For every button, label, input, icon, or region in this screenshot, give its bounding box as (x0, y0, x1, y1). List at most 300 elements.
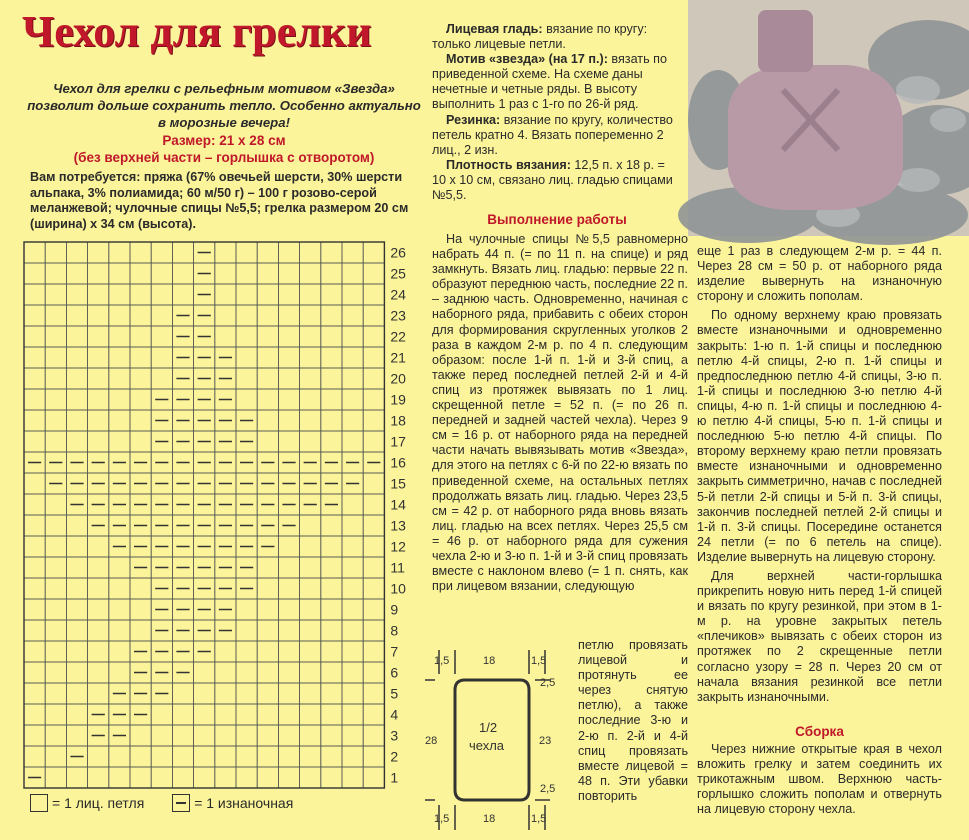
chart-cell (300, 599, 321, 620)
chart-cell (24, 368, 45, 389)
materials-label: Вам потребуется: (30, 170, 141, 184)
chart-cell (151, 305, 172, 326)
schema-top-right: 1,5 (531, 655, 547, 667)
chart-cell (215, 326, 236, 347)
chart-cell (321, 557, 342, 578)
chart-cell (257, 578, 278, 599)
chart-cell (257, 242, 278, 263)
chart-cell (24, 746, 45, 767)
chart-cell (342, 305, 363, 326)
chart-cell (215, 641, 236, 662)
chart-cell (45, 389, 66, 410)
section-heading-assembly: Сборка (795, 724, 844, 739)
chart-cell (363, 515, 384, 536)
chart-cell (66, 347, 87, 368)
chart-cell (321, 410, 342, 431)
chart-cell (215, 683, 236, 704)
chart-cell (321, 242, 342, 263)
chart-cell (109, 410, 130, 431)
chart-cell (24, 641, 45, 662)
chart-cell (88, 410, 109, 431)
chart-cell (300, 410, 321, 431)
chart-cell (300, 389, 321, 410)
chart-cell (363, 410, 384, 431)
row-label: 12 (390, 538, 406, 555)
chart-cell (88, 641, 109, 662)
chart-cell (363, 305, 384, 326)
chart-cell (66, 263, 87, 284)
chart-cell (278, 347, 299, 368)
chart-cell (88, 242, 109, 263)
chart-cell (321, 347, 342, 368)
purl-stitch-icon (172, 794, 190, 812)
chart-cell (45, 704, 66, 725)
chart-cell (236, 746, 257, 767)
row-label: 5 (390, 685, 399, 702)
chart-cell (300, 368, 321, 389)
chart-cell (300, 326, 321, 347)
chart-cell (45, 578, 66, 599)
chart-cell (151, 284, 172, 305)
chart-cell (215, 767, 236, 788)
chart-cell (342, 242, 363, 263)
chart-cell (130, 389, 151, 410)
chart-legend (30, 794, 390, 818)
work-paragraph: Для верхней части-горлышка прикрепить новую нить перед 1-й спицей и вязать по кругу резинкой, при этом в 1-м р. на уровне закрытых петель «плечиков» вывязать с обеих сторон из протяжек по 2 скрещенные петли согласно узору = 28 п. Через 20 см от начала вязания резинкой все петли закрыть изнаночными. (697, 568, 942, 704)
chart-cell (257, 767, 278, 788)
row-label: 21 (390, 349, 406, 366)
chart-cell (24, 515, 45, 536)
chart-cell (236, 284, 257, 305)
chart-cell (236, 662, 257, 683)
chart-cell (278, 746, 299, 767)
work-text-continued (578, 638, 688, 804)
chart-cell (88, 431, 109, 452)
chart-cell (342, 515, 363, 536)
chart-cell (363, 431, 384, 452)
row-label: 23 (390, 307, 406, 324)
chart-cell (236, 242, 257, 263)
chart-cell (342, 557, 363, 578)
chart-cell (321, 641, 342, 662)
work-paragraph: петлю провязать лицевой и протянуть ее через снятую петлю), а также последние 3-ю и 2-ю п. 2-й и 4-й спиц провязать вместе лицевой = 48 п. Эти убавки повторить (578, 638, 688, 803)
row-label: 20 (390, 370, 406, 387)
intro-text: Чехол для грелки с рельефным мотивом «Звезда» позволит дольше сохранить тепло. Особенно актуально в морозные вечера! (27, 81, 421, 130)
chart-cell (236, 683, 257, 704)
chart-cell (300, 284, 321, 305)
chart-cell (363, 683, 384, 704)
chart-cell (151, 725, 172, 746)
chart-cell (45, 683, 66, 704)
row-label: 14 (390, 496, 406, 513)
chart-cell (109, 578, 130, 599)
row-label: 19 (390, 391, 406, 408)
chart-cell (24, 263, 45, 284)
chart-cell (278, 389, 299, 410)
chart-cell (300, 305, 321, 326)
schema-bottom-left: 1,5 (434, 813, 450, 825)
chart-cell (66, 767, 87, 788)
chart-cell (88, 557, 109, 578)
chart-cell (88, 326, 109, 347)
chart-cell (66, 725, 87, 746)
chart-cell (300, 347, 321, 368)
chart-cell (66, 578, 87, 599)
chart-cell (321, 683, 342, 704)
chart-cell (130, 284, 151, 305)
chart-cell (278, 599, 299, 620)
chart-cell (194, 683, 215, 704)
chart-cell (342, 494, 363, 515)
schema-top-mid: 18 (483, 655, 496, 667)
chart-cell (24, 431, 45, 452)
chart-cell (66, 431, 87, 452)
chart-cell (257, 305, 278, 326)
chart-cell (300, 746, 321, 767)
chart-cell (109, 767, 130, 788)
chart-cell (151, 242, 172, 263)
chart-cell (109, 305, 130, 326)
chart-cell (24, 473, 45, 494)
chart-cell (24, 662, 45, 683)
chart-cell (172, 767, 193, 788)
chart-cell (24, 578, 45, 599)
definition (432, 158, 682, 203)
definition-label: Мотив «звезда» (на 17 п.): (446, 52, 608, 67)
chart-cell (66, 620, 87, 641)
chart-cell (66, 641, 87, 662)
chart-cell (300, 725, 321, 746)
schema-top-left: 1,5 (434, 655, 450, 667)
chart-cell (257, 662, 278, 683)
chart-cell (342, 389, 363, 410)
chart-cell (321, 536, 342, 557)
chart-cell (88, 746, 109, 767)
chart-cell (363, 578, 384, 599)
chart-cell (257, 683, 278, 704)
chart-cell (130, 347, 151, 368)
chart-cell (236, 704, 257, 725)
chart-cell (130, 431, 151, 452)
chart-cell (45, 557, 66, 578)
chart-cell (130, 620, 151, 641)
chart-cell (24, 704, 45, 725)
chart-cell (300, 431, 321, 452)
schema-center-2: чехла (469, 738, 505, 753)
chart-cell (88, 767, 109, 788)
chart-cell (215, 725, 236, 746)
schema-bottom-mid: 18 (483, 813, 496, 825)
chart-cell (257, 704, 278, 725)
row-label: 13 (390, 517, 406, 534)
chart-cell (321, 263, 342, 284)
chart-cell (342, 263, 363, 284)
chart-cell (130, 746, 151, 767)
chart-cell (300, 242, 321, 263)
chart-cell (236, 641, 257, 662)
schema-left: 28 (425, 735, 438, 747)
chart-cell (278, 284, 299, 305)
chart-cell (342, 662, 363, 683)
chart-cell (321, 620, 342, 641)
chart-cell (194, 704, 215, 725)
chart-cell (66, 305, 87, 326)
row-label: 6 (390, 664, 399, 681)
chart-cell (236, 725, 257, 746)
chart-cell (321, 725, 342, 746)
chart-cell (172, 746, 193, 767)
star-motif-chart (22, 240, 406, 788)
chart-cell (300, 641, 321, 662)
chart-cell (151, 263, 172, 284)
row-label: 3 (390, 727, 399, 744)
chart-cell (45, 410, 66, 431)
chart-cell (363, 641, 384, 662)
chart-cell (24, 683, 45, 704)
chart-cell (45, 326, 66, 347)
chart-cell (130, 368, 151, 389)
chart-cell (363, 557, 384, 578)
chart-cell (66, 242, 87, 263)
chart-cell (363, 725, 384, 746)
chart-cell (130, 410, 151, 431)
definition (432, 52, 682, 112)
chart-cell (257, 368, 278, 389)
chart-cell (109, 326, 130, 347)
half-cover-schema (425, 640, 575, 835)
chart-cell (109, 620, 130, 641)
chart-cell (342, 536, 363, 557)
definition-text: вязать по приведенной схеме. На схеме даны нечетные и четные ряды. В высоту выполнить 1 раз с 1-го по 26-й ряд. (432, 52, 667, 112)
row-label: 7 (390, 643, 399, 660)
chart-cell (363, 284, 384, 305)
chart-cell (45, 746, 66, 767)
chart-cell (300, 620, 321, 641)
chart-cell (45, 368, 66, 389)
chart-cell (88, 578, 109, 599)
schema-bottom-right: 1,5 (531, 813, 547, 825)
chart-cell (194, 746, 215, 767)
chart-cell (321, 515, 342, 536)
chart-cell (236, 347, 257, 368)
chart-cell (278, 557, 299, 578)
chart-cell (342, 767, 363, 788)
chart-cell (172, 242, 193, 263)
chart-cell (278, 410, 299, 431)
chart-cell (45, 641, 66, 662)
chart-cell (24, 599, 45, 620)
chart-cell (109, 389, 130, 410)
chart-cell (109, 557, 130, 578)
chart-cell (321, 284, 342, 305)
chart-cell (45, 725, 66, 746)
chart-cell (321, 578, 342, 599)
chart-cell (45, 662, 66, 683)
chart-cell (172, 704, 193, 725)
chart-cell (24, 284, 45, 305)
chart-cell (321, 389, 342, 410)
chart-cell (215, 263, 236, 284)
chart-cell (45, 536, 66, 557)
chart-cell (363, 263, 384, 284)
chart-cell (363, 326, 384, 347)
chart-cell (66, 662, 87, 683)
chart-cell (257, 725, 278, 746)
chart-cell (321, 326, 342, 347)
chart-cell (342, 746, 363, 767)
chart-cell (236, 326, 257, 347)
chart-cell (109, 347, 130, 368)
chart-cell (194, 725, 215, 746)
chart-cell (88, 284, 109, 305)
definition-label: Плотность вязания: (446, 157, 571, 172)
chart-cell (363, 473, 384, 494)
schema-right-top: 2,5 (540, 677, 556, 689)
chart-cell (363, 767, 384, 788)
chart-cell (342, 578, 363, 599)
chart-cell (257, 620, 278, 641)
chart-cell (130, 263, 151, 284)
chart-cell (363, 620, 384, 641)
materials (30, 170, 420, 232)
chart-cell (342, 410, 363, 431)
chart-cell (363, 704, 384, 725)
chart-cell (88, 347, 109, 368)
chart-cell (236, 305, 257, 326)
chart-cell (24, 347, 45, 368)
chart-cell (194, 662, 215, 683)
chart-cell (300, 704, 321, 725)
chart-cell (300, 662, 321, 683)
chart-cell (363, 494, 384, 515)
chart-cell (66, 410, 87, 431)
chart-cell (236, 767, 257, 788)
chart-cell (278, 767, 299, 788)
chart-cell (88, 536, 109, 557)
chart-cell (109, 368, 130, 389)
chart-cell (88, 389, 109, 410)
row-label: 18 (390, 412, 406, 429)
chart-cell (172, 284, 193, 305)
chart-cell (363, 536, 384, 557)
chart-cell (172, 263, 193, 284)
chart-cell (363, 662, 384, 683)
chart-cell (109, 263, 130, 284)
schema-right-bottom: 2,5 (540, 783, 556, 795)
chart-cell (45, 242, 66, 263)
chart-cell (363, 599, 384, 620)
row-label: 10 (390, 580, 406, 597)
work-text-column-right (697, 244, 942, 705)
chart-cell (45, 767, 66, 788)
chart-cell (300, 515, 321, 536)
chart-cell (151, 347, 172, 368)
chart-cell (257, 410, 278, 431)
chart-cell (24, 326, 45, 347)
chart-cell (236, 599, 257, 620)
materials-text: пряжа (67% овечьей шерсти, 30% шерсти альпака, 3% полиамида; 60 м/50 г) – 100 г розово-серой меланжевой; чулочные спицы №5,5; грелка размером 20 см (ширина) х 34 см (высота). (30, 170, 409, 231)
size-info (24, 132, 424, 166)
chart-cell (172, 683, 193, 704)
definition-text: вязание по кругу: только лицевые петли. (432, 22, 648, 52)
chart-cell (66, 683, 87, 704)
chart-cell (257, 347, 278, 368)
chart-cell (257, 284, 278, 305)
chart-cell (342, 284, 363, 305)
chart-cell (109, 641, 130, 662)
chart-cell (130, 599, 151, 620)
work-paragraph: На чулочные спицы №5,5 равномерно набрать 44 п. (= по 11 п. на спице) и ряд замкнуть. Вязать лиц. гладью: первые 22 п. образуют переднюю часть, последние 22 п. – заднюю часть. Одновременно, начиная с наборного ряда, прибавить с обеих сторон для формирования скругленных уголков 2 раза в каждом 2-м р. по 4 п. следующим образом: после 1-й п. 1-й и 3-й спиц, а также перед последней петлей 2-й и 4-й спиц из протяжек вывязать по 1 лиц. скрещенной петле = 52 п. (= по 26 п. передней и задней частей чехла). Через 9 см = 16 р. от наборного ряда на передней части начать вывязывать мотив «Звезда», для этого на петлях с 6-й по 22-ю вязать по приведенной схеме, на остальных петлях продолжать вязать лиц. гладью. Через 23,5 см = 42 р. от наборного ряда вновь вязать лиц. гладью на всех петлях. Через 25,5 см = 46 р. от наборного ряда для сужения чехла 2-ю и 3-ю п. 1-й и 3-й спиц провязать вместе с наклоном влево (= 1 п. снять, как при лицевом вязании, следующую (432, 232, 688, 594)
chart-cell (342, 431, 363, 452)
chart-cell (321, 305, 342, 326)
chart-cell (109, 431, 130, 452)
chart-cell (278, 368, 299, 389)
product-photo (688, 0, 969, 236)
chart-cell (151, 326, 172, 347)
row-label: 4 (390, 706, 399, 723)
chart-cell (257, 431, 278, 452)
chart-cell (45, 284, 66, 305)
chart-cell (278, 704, 299, 725)
chart-cell (45, 599, 66, 620)
chart-cell (278, 305, 299, 326)
chart-cell (321, 431, 342, 452)
definition (432, 22, 682, 52)
chart-cell (130, 725, 151, 746)
chart-cell (194, 767, 215, 788)
chart-cell (24, 557, 45, 578)
chart-cell (342, 683, 363, 704)
chart-cell (45, 347, 66, 368)
chart-cell (342, 347, 363, 368)
chart-cell (45, 305, 66, 326)
chart-cell (363, 347, 384, 368)
chart-cell (215, 284, 236, 305)
chart-cell (342, 641, 363, 662)
chart-cell (236, 620, 257, 641)
chart-cell (257, 746, 278, 767)
legend-purl-label: = 1 изнаночная (194, 795, 294, 812)
chart-cell (363, 389, 384, 410)
row-label: 11 (390, 559, 405, 576)
chart-cell (24, 494, 45, 515)
chart-cell (24, 725, 45, 746)
chart-cell (278, 662, 299, 683)
schema-center-1: 1/2 (479, 720, 498, 735)
chart-cell (236, 389, 257, 410)
chart-cell (45, 431, 66, 452)
row-label: 1 (390, 769, 399, 786)
chart-cell (24, 242, 45, 263)
chart-cell (257, 263, 278, 284)
chart-cell (321, 599, 342, 620)
chart-cell (66, 368, 87, 389)
chart-cell (363, 242, 384, 263)
chart-cell (321, 662, 342, 683)
chart-cell (363, 368, 384, 389)
chart-cell (300, 578, 321, 599)
row-label: 8 (390, 622, 399, 639)
chart-cell (88, 683, 109, 704)
chart-cell (88, 620, 109, 641)
chart-cell (236, 368, 257, 389)
chart-cell (45, 620, 66, 641)
chart-cell (278, 242, 299, 263)
chart-cell (342, 704, 363, 725)
chart-cell (215, 746, 236, 767)
chart-cell (66, 557, 87, 578)
chart-cell (278, 620, 299, 641)
